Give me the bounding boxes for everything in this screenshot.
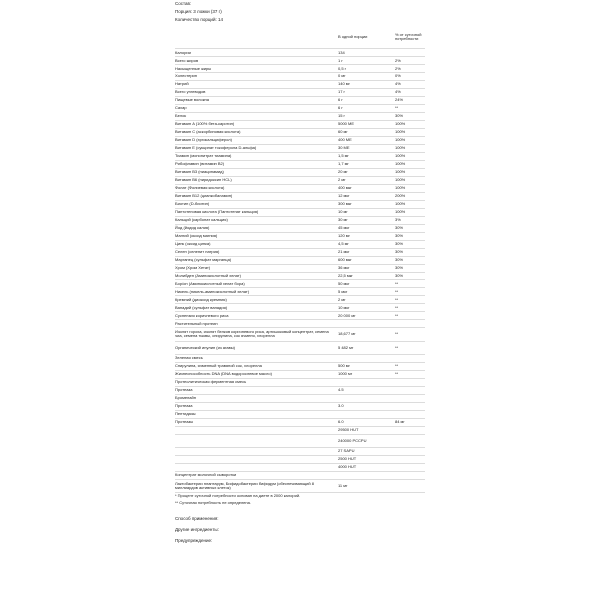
- nutrient-name-cell: Протеаза: [175, 386, 338, 394]
- nutrition-table: [175, 26, 425, 493]
- nutrient-name-cell: Зеленая смесь: [175, 355, 338, 363]
- daily-value-cell: **: [395, 280, 425, 288]
- nutrient-name-cell: Органический инулин (из агавы): [175, 341, 338, 354]
- daily-value-cell: 30%: [395, 232, 425, 240]
- nutrient-name-cell: Магний (оксид магния): [175, 232, 338, 240]
- daily-value-cell: **: [395, 370, 425, 378]
- amount-cell: 500 мг: [338, 363, 395, 371]
- table-header-row: [175, 26, 425, 49]
- daily-value-cell: 100%: [395, 168, 425, 176]
- daily-value-cell: 30%: [395, 272, 425, 280]
- amount-cell: 4.5: [338, 386, 395, 394]
- amount-cell: 17 г: [338, 89, 395, 97]
- table-row: [175, 176, 425, 184]
- daily-value-cell: **: [395, 312, 425, 320]
- daily-value-cell: [395, 49, 425, 57]
- table-row: [175, 73, 425, 81]
- table-row: [175, 472, 425, 480]
- amount-cell: 1000 мг: [338, 370, 395, 378]
- daily-value-cell: 100%: [395, 145, 425, 153]
- table-row: [175, 394, 425, 402]
- daily-value-cell: [395, 378, 425, 386]
- table-row: [175, 105, 425, 113]
- daily-value-cell: 200%: [395, 192, 425, 200]
- daily-value-cell: 4%: [395, 81, 425, 89]
- table-row: [175, 363, 425, 371]
- table-row: [175, 129, 425, 137]
- nutrient-name-cell: Витамин D (эргокальциферол): [175, 137, 338, 145]
- table-row: [175, 272, 425, 280]
- nutrient-name-cell: Пантотеновая кислота (Пантотенат кальция): [175, 208, 338, 216]
- table-row: [175, 479, 425, 492]
- table-row: [175, 184, 425, 192]
- table-row: [175, 288, 425, 296]
- nutrient-name-cell: Всего углеводов: [175, 89, 338, 97]
- header-per-serving: В одной порции: [338, 26, 395, 49]
- table-row: [175, 152, 425, 160]
- table-row: [175, 160, 425, 168]
- daily-value-cell: [395, 464, 425, 472]
- table-row: [175, 137, 425, 145]
- other-ingredients-label: Другие ингредиенты:: [175, 526, 219, 532]
- daily-value-cell: [395, 320, 425, 328]
- table-row: [175, 256, 425, 264]
- daily-value-cell: 30%: [395, 113, 425, 121]
- table-row: [175, 304, 425, 312]
- nutrient-name-cell: Всего жиров: [175, 57, 338, 65]
- daily-value-cell: 84 мг: [395, 418, 425, 426]
- daily-value-cell: 100%: [395, 121, 425, 129]
- amount-cell: 140 мг: [338, 81, 395, 89]
- nutrient-name-cell: Витамин A (100% бета-каротин): [175, 121, 338, 129]
- nutrient-name-cell: Хром (Хром Хетат): [175, 264, 338, 272]
- table-row: [175, 224, 425, 232]
- footnote-not-established: ** Суточная потребность не определена.: [175, 499, 251, 505]
- amount-cell: 36 мкг: [338, 264, 395, 272]
- nutrient-name-cell: Витамин B12 (цианкобаламин): [175, 192, 338, 200]
- nutrient-name-cell: Белок: [175, 113, 338, 121]
- amount-cell: 400 мкг: [338, 184, 395, 192]
- amount-cell: 29500 HUT: [338, 426, 395, 434]
- amount-cell: 30 мг: [338, 216, 395, 224]
- nutrient-name-cell: Концентрат молочной сыворотки: [175, 472, 338, 480]
- daily-value-cell: [395, 355, 425, 363]
- daily-value-cell: 100%: [395, 176, 425, 184]
- daily-value-cell: 4%: [395, 89, 425, 97]
- table-row: [175, 370, 425, 378]
- nutrient-name-cell: Калории: [175, 49, 338, 57]
- nutrient-name-cell: Марганец (сульфат марганца): [175, 256, 338, 264]
- amount-cell: 1 г: [338, 57, 395, 65]
- daily-value-cell: [395, 472, 425, 480]
- nutrient-name-cell: Лактобактерии плантарум, Бифидобактерии бифидум (обеспечивающий 8 миллиардов активных клеток): [175, 479, 338, 492]
- table-row: [175, 280, 425, 288]
- amount-cell: 20 000 мг: [338, 312, 395, 320]
- table-row: [175, 232, 425, 240]
- nutrient-name-cell: Витамин B6 (пиридоксин HCL): [175, 176, 338, 184]
- nutrient-name-cell: [175, 448, 338, 456]
- table-row: [175, 341, 425, 354]
- table-row: [175, 264, 425, 272]
- daily-value-cell: 100%: [395, 129, 425, 137]
- amount-cell: 60 мг: [338, 129, 395, 137]
- daily-value-cell: **: [395, 341, 425, 354]
- amount-cell: [338, 394, 395, 402]
- amount-cell: [338, 320, 395, 328]
- daily-value-cell: [395, 426, 425, 434]
- table-row: [175, 426, 425, 434]
- nutrient-name-cell: Фолат (Фолиевая кислота): [175, 184, 338, 192]
- daily-value-cell: [395, 456, 425, 464]
- amount-cell: 2500 HUT: [338, 456, 395, 464]
- nutrient-name-cell: Натрий: [175, 81, 338, 89]
- nutrient-name-cell: Йод (йодид калия): [175, 224, 338, 232]
- amount-cell: 300 мкг: [338, 200, 395, 208]
- table-row: [175, 320, 425, 328]
- daily-value-cell: [395, 394, 425, 402]
- table-row: [175, 418, 425, 426]
- daily-value-cell: 30%: [395, 224, 425, 232]
- amount-cell: 5 мкг: [338, 288, 395, 296]
- header-empty-cell: [175, 26, 338, 49]
- nutrient-name-cell: Сахар: [175, 105, 338, 113]
- nutrient-name-cell: Растительный протеин: [175, 320, 338, 328]
- nutrient-name-cell: Пептидазы: [175, 410, 338, 418]
- table-row: [175, 386, 425, 394]
- table-row: [175, 378, 425, 386]
- table-row: [175, 121, 425, 129]
- amount-cell: 240000 PCCPU: [338, 434, 395, 447]
- amount-cell: [338, 355, 395, 363]
- table-row: [175, 97, 425, 105]
- amount-cell: 21 мкг: [338, 248, 395, 256]
- amount-cell: 0 мг: [338, 73, 395, 81]
- nutrient-name-cell: Пищевые волокна: [175, 97, 338, 105]
- nutrient-name-cell: Кремний (диоксид кремния): [175, 296, 338, 304]
- amount-cell: 2 мг: [338, 176, 395, 184]
- daily-value-cell: **: [395, 328, 425, 341]
- daily-value-cell: 24%: [395, 97, 425, 105]
- amount-cell: 3.0: [338, 402, 395, 410]
- daily-value-cell: [395, 402, 425, 410]
- table-row: [175, 89, 425, 97]
- nutrient-name-cell: Биотин (D-биотин): [175, 200, 338, 208]
- daily-value-cell: **: [395, 105, 425, 113]
- daily-value-cell: **: [395, 363, 425, 371]
- table-row: [175, 355, 425, 363]
- nutrient-name-cell: [175, 426, 338, 434]
- nutrient-name-cell: Кальций (карбонат кальция): [175, 216, 338, 224]
- amount-cell: 6.0: [338, 418, 395, 426]
- table-row: [175, 200, 425, 208]
- daily-value-cell: 100%: [395, 160, 425, 168]
- daily-value-cell: [395, 386, 425, 394]
- table-row: [175, 448, 425, 456]
- daily-value-cell: 30%: [395, 248, 425, 256]
- amount-cell: [338, 378, 395, 386]
- table-row: [175, 464, 425, 472]
- nutrient-name-cell: Тиамин (мононитрат тиамина): [175, 152, 338, 160]
- daily-value-cell: 3%: [395, 216, 425, 224]
- amount-cell: 0,5 г: [338, 65, 395, 73]
- serving-size: Порция: 3 ложки (37 г): [175, 9, 222, 14]
- daily-value-cell: 30%: [395, 256, 425, 264]
- table-row: [175, 49, 425, 57]
- nutrient-name-cell: Бромелайн: [175, 394, 338, 402]
- nutrient-name-cell: Протеаза: [175, 402, 338, 410]
- nutrient-name-cell: Бор/он (Аминокислотный хелат бора): [175, 280, 338, 288]
- amount-cell: 1,5 мг: [338, 152, 395, 160]
- servings-count: Количество порций: 14: [175, 17, 223, 22]
- table-row: [175, 145, 425, 153]
- table-row: [175, 248, 425, 256]
- nutrient-name-cell: Цинк (оксид цинка): [175, 240, 338, 248]
- daily-value-cell: [395, 434, 425, 447]
- nutrient-name-cell: Холестерин: [175, 73, 338, 81]
- daily-value-cell: 30%: [395, 240, 425, 248]
- composition-title: Состав:: [175, 1, 192, 6]
- daily-value-cell: 2%: [395, 65, 425, 73]
- amount-cell: 400 МЕ: [338, 137, 395, 145]
- amount-cell: 4000 HUT: [338, 464, 395, 472]
- nutrient-name-cell: Молибден (Аминокислотный хелат): [175, 272, 338, 280]
- nutrient-name-cell: Протеолитическая ферментная смесь: [175, 378, 338, 386]
- table-row: [175, 168, 425, 176]
- table-row: [175, 65, 425, 73]
- nutrient-name-cell: [175, 456, 338, 464]
- table-row: [175, 208, 425, 216]
- nutrient-name-cell: [175, 464, 338, 472]
- nutrient-name-cell: Жизнеспособность DNA (DNA водорослевое масло): [175, 370, 338, 378]
- table-row: [175, 410, 425, 418]
- table-row: [175, 81, 425, 89]
- nutrient-name-cell: Селен (селенит натрия): [175, 248, 338, 256]
- amount-cell: 45 мкг: [338, 224, 395, 232]
- daily-value-cell: [395, 448, 425, 456]
- daily-value-cell: **: [395, 296, 425, 304]
- nutrient-name-cell: Рибофлавин (витамин B2): [175, 160, 338, 168]
- amount-cell: 30 МЕ: [338, 145, 395, 153]
- daily-value-cell: 100%: [395, 200, 425, 208]
- daily-value-cell: 100%: [395, 184, 425, 192]
- amount-cell: 6 г: [338, 97, 395, 105]
- amount-cell: 22,5 мкг: [338, 272, 395, 280]
- amount-cell: 120 мг: [338, 232, 395, 240]
- nutrient-name-cell: [175, 434, 338, 447]
- table-row: [175, 216, 425, 224]
- nutrient-name-cell: Витамин B3 (ниацинамид): [175, 168, 338, 176]
- table-row: [175, 328, 425, 341]
- amount-cell: 6 г: [338, 105, 395, 113]
- daily-value-cell: 100%: [395, 152, 425, 160]
- table-row: [175, 402, 425, 410]
- amount-cell: 134: [338, 49, 395, 57]
- header-daily-value: % от суточной потребности: [395, 26, 425, 49]
- nutrient-name-cell: Изолят гороха, изолят белков коричневого риса, артишоковый концентрат, семена чиа, семена тыквы, спирулина, сок ячменя, хлорелла: [175, 328, 338, 341]
- nutrient-name-cell: Суспензия коричневого риса: [175, 312, 338, 320]
- nutrient-name-cell: Ванадий (сульфат ванадия): [175, 304, 338, 312]
- nutrient-name-cell: Витамин C (аскорбиновая кислота): [175, 129, 338, 137]
- amount-cell: 27 SAPU: [338, 448, 395, 456]
- table-row: [175, 240, 425, 248]
- table-row: [175, 456, 425, 464]
- amount-cell: 10 мг: [338, 208, 395, 216]
- amount-cell: 600 мкг: [338, 256, 395, 264]
- nutrient-name-cell: Спирулина, ячменный травяной сок, хлорелла: [175, 363, 338, 371]
- daily-value-cell: 100%: [395, 208, 425, 216]
- amount-cell: 20 мг: [338, 168, 395, 176]
- usage-label: Способ применения:: [175, 515, 219, 521]
- daily-value-cell: [395, 410, 425, 418]
- nutrient-name-cell: Протеазы: [175, 418, 338, 426]
- table-row: [175, 312, 425, 320]
- amount-cell: [338, 472, 395, 480]
- warnings-label: Предупреждение:: [175, 537, 213, 543]
- amount-cell: 10 мкг: [338, 304, 395, 312]
- nutrient-name-cell: Насыщенные жиры: [175, 65, 338, 73]
- table-row: [175, 192, 425, 200]
- nutrient-name-cell: Никель (никель-аминокислотный хелат): [175, 288, 338, 296]
- nutrient-name-cell: Витамин E (сукцинат токоферола D-альфа): [175, 145, 338, 153]
- amount-cell: 2 мг: [338, 296, 395, 304]
- daily-value-cell: 0%: [395, 73, 425, 81]
- amount-cell: 18,677 мг: [338, 328, 395, 341]
- amount-cell: 4,5 мг: [338, 240, 395, 248]
- amount-cell: 5000 МЕ: [338, 121, 395, 129]
- supplement-facts-document: [175, 0, 425, 546]
- amount-cell: 5 482 мг: [338, 341, 395, 354]
- amount-cell: 1,7 мг: [338, 160, 395, 168]
- daily-value-cell: **: [395, 304, 425, 312]
- table-row: [175, 113, 425, 121]
- amount-cell: 11 мг: [338, 479, 395, 492]
- table-row: [175, 57, 425, 65]
- daily-value-cell: 30%: [395, 264, 425, 272]
- table-row: [175, 434, 425, 447]
- daily-value-cell: 2%: [395, 57, 425, 65]
- daily-value-cell: **: [395, 288, 425, 296]
- footnote-daily-value: * Процент суточной потребности основан на диете в 2000 калорий.: [175, 493, 301, 499]
- amount-cell: 50 мкг: [338, 280, 395, 288]
- amount-cell: 15 г: [338, 113, 395, 121]
- amount-cell: [338, 410, 395, 418]
- table-row: [175, 296, 425, 304]
- amount-cell: 12 мкг: [338, 192, 395, 200]
- daily-value-cell: [395, 479, 425, 492]
- daily-value-cell: 100%: [395, 137, 425, 145]
